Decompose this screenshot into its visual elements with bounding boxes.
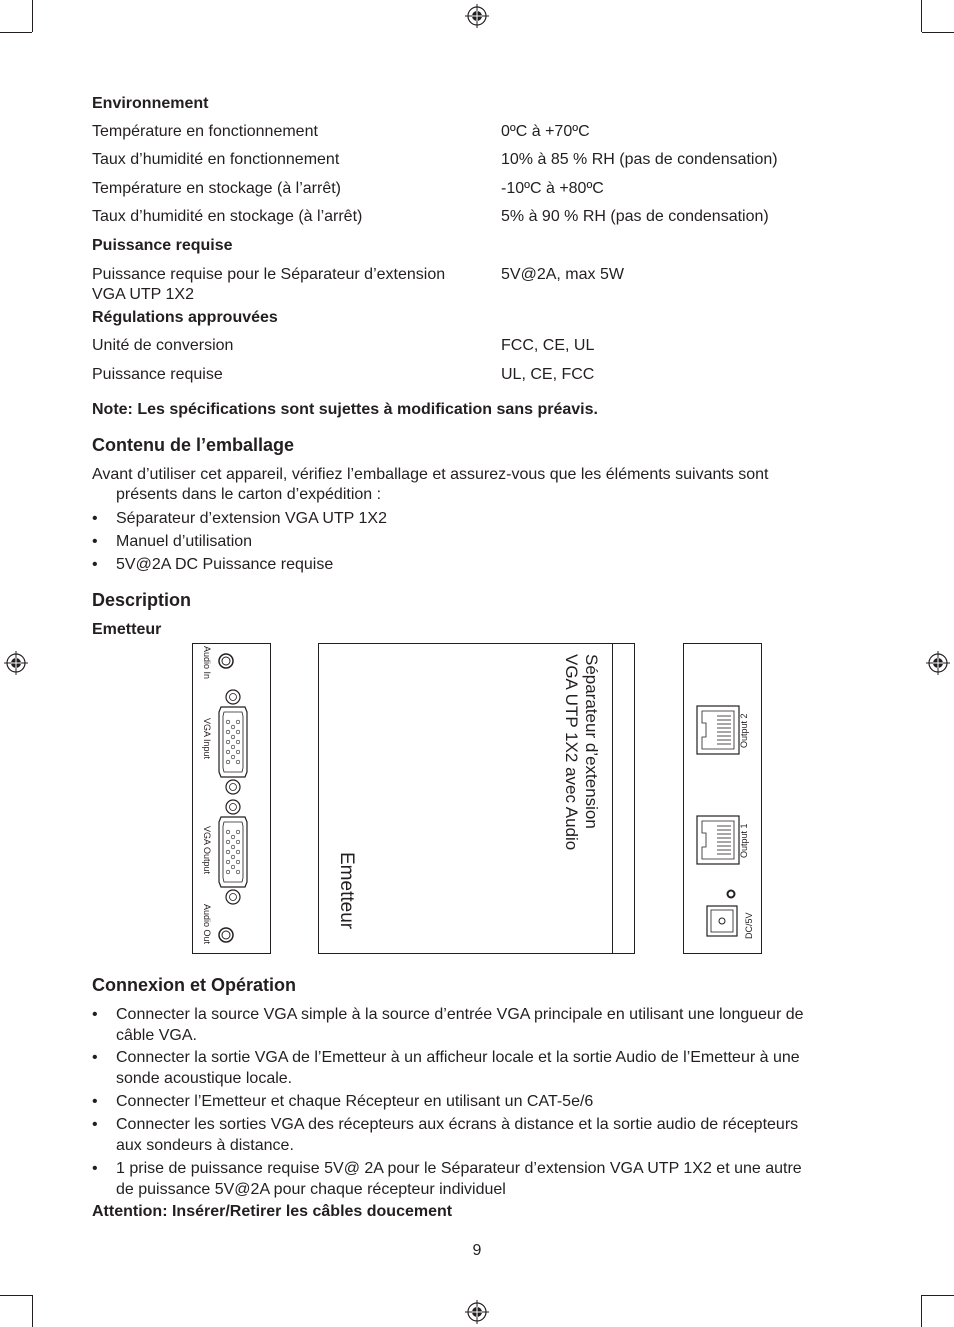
list-item-text: Connecter l’Emetteur et chaque Récepteur en utilisant un CAT-5e/6 — [116, 1093, 594, 1110]
registration-mark-icon — [4, 651, 28, 675]
rear-panel — [684, 644, 762, 954]
led-indicator-icon — [728, 891, 735, 898]
list-item — [92, 554, 852, 575]
bullet-icon: • — [92, 556, 98, 573]
label-vga-output: VGA Output — [202, 826, 212, 875]
spec-label: Taux d’humidité en fonctionnement — [92, 151, 340, 168]
label-audio-out: Audio Out — [202, 904, 212, 945]
spec-label-line: VGA UTP 1X2 — [92, 286, 194, 303]
list-item-line: Connecter la sortie VGA de l’Emetteur à un afficheur locale et la sortie Audio de l’Emetteur à une — [116, 1049, 800, 1066]
label-dc: DC/5V — [744, 912, 754, 939]
crop-mark — [32, 1295, 33, 1327]
spec-value: 5V@2A, max 5W — [501, 266, 624, 283]
list-item — [92, 1091, 852, 1112]
crop-mark — [922, 1295, 954, 1296]
crop-mark — [922, 32, 954, 33]
audio-in-jack-icon — [219, 654, 233, 668]
registration-mark-icon — [465, 1300, 489, 1324]
spec-label: Température en fonctionnement — [92, 123, 318, 140]
spec-label — [92, 265, 482, 305]
section-heading-package: Contenu de l’emballage — [92, 435, 295, 455]
section-heading-power: Puissance requise — [92, 237, 233, 254]
list-item-line: Connecter les sorties VGA des récepteurs aux écrans à distance et la sortie audio de récepteurs — [116, 1116, 799, 1133]
list-item-line: 1 prise de puissance requise 5V@ 2A pour le Séparateur d’extension VGA UTP 1X2 et une autre — [116, 1160, 802, 1177]
list-item-text: Manuel d’utilisation — [116, 533, 253, 550]
section-heading-regulations: Régulations approuvées — [92, 309, 278, 326]
list-item — [92, 1114, 852, 1156]
list-item — [92, 1004, 852, 1046]
section-heading-description: Description — [92, 590, 192, 610]
package-intro — [92, 464, 852, 505]
list-item — [92, 508, 852, 529]
bullet-icon: • — [92, 1116, 98, 1133]
dc-power-jack-icon — [707, 906, 737, 936]
spec-value: 5% à 90 % RH (pas de condensation) — [501, 208, 769, 225]
list-item-line: câble VGA. — [116, 1027, 197, 1044]
list-item-line: aux sondeurs à distance. — [116, 1137, 294, 1154]
spec-label: Température en stockage (à l’arrêt) — [92, 180, 341, 197]
registration-mark-icon — [465, 4, 489, 28]
subheading-emetteur: Emetteur — [92, 621, 162, 638]
list-item-text: Séparateur d’extension VGA UTP 1X2 — [116, 510, 387, 527]
list-item-text: 5V@2A DC Puissance requise — [116, 556, 334, 573]
list-item-line: sonde acoustique locale. — [116, 1070, 293, 1087]
bullet-icon: • — [92, 533, 98, 550]
section-heading-environment: Environnement — [92, 95, 209, 112]
bullet-icon: • — [92, 1093, 98, 1110]
crop-mark — [32, 0, 33, 32]
registration-mark-icon — [926, 651, 950, 675]
list-item — [92, 531, 852, 552]
spec-value: 10% à 85 % RH (pas de condensation) — [501, 151, 778, 168]
rj45-port-icon — [697, 706, 739, 754]
attention-note: Attention: Insérer/Retirer les câbles doucement — [92, 1203, 453, 1220]
label-vga-input: VGA Input — [202, 718, 212, 760]
package-intro-line: présents dans le carton d’expédition : — [116, 486, 382, 503]
spec-value: 0ºC à +70ºC — [501, 123, 590, 140]
vga-output-port-icon — [219, 800, 247, 904]
spec-value: FCC, CE, UL — [501, 337, 595, 354]
bullet-icon: • — [92, 1160, 98, 1177]
device-name-label: Emetteur — [336, 852, 357, 930]
spec-value: UL, CE, FCC — [501, 366, 595, 383]
spec-label: Puissance requise — [92, 366, 223, 383]
spec-value: -10ºC à +80ºC — [501, 180, 604, 197]
list-item — [92, 1158, 852, 1200]
spec-label-line: Puissance requise pour le Séparateur d’extension — [92, 266, 446, 283]
bullet-icon: • — [92, 1049, 98, 1066]
rj45-port-icon — [697, 816, 739, 864]
label-audio-in: Audio In — [202, 646, 212, 680]
page-number: 9 — [472, 1242, 482, 1259]
list-item-line: Connecter la source VGA simple à la source d’entrée VGA principale en utilisant une longueur de — [116, 1006, 804, 1023]
bullet-icon: • — [92, 510, 98, 527]
crop-mark — [0, 32, 32, 33]
list-item-text — [116, 1158, 852, 1200]
device-diagram — [180, 640, 780, 960]
device-title-line2: VGA UTP 1X2 avec Audio — [562, 654, 581, 851]
crop-mark — [921, 1295, 922, 1327]
list-item-text — [116, 1047, 852, 1089]
list-item-text — [116, 1004, 852, 1046]
list-item-text — [116, 1114, 852, 1156]
device-title-line1: Séparateur d’extension — [582, 654, 601, 829]
crop-mark — [0, 1295, 32, 1296]
list-item-line: de puissance 5V@2A pour chaque récepteur individuel — [116, 1181, 506, 1198]
bullet-icon: • — [92, 1006, 98, 1023]
list-item — [92, 1047, 852, 1089]
label-output-2: Output 2 — [739, 713, 749, 748]
audio-out-jack-icon — [219, 928, 233, 942]
section-heading-connection: Connexion et Opération — [92, 975, 297, 995]
package-intro-line: Avant d’utiliser cet appareil, vérifiez l’emballage et assurez-vous que les éléments suivants sont — [92, 466, 769, 483]
crop-mark — [921, 0, 922, 32]
spec-label: Unité de conversion — [92, 337, 234, 354]
spec-note: Note: Les spécifications sont sujettes à modification sans préavis. — [92, 401, 598, 418]
vga-input-port-icon — [219, 690, 247, 794]
spec-row — [92, 265, 872, 305]
spec-label: Taux d’humidité en stockage (à l’arrêt) — [92, 208, 363, 225]
label-output-1: Output 1 — [739, 823, 749, 858]
